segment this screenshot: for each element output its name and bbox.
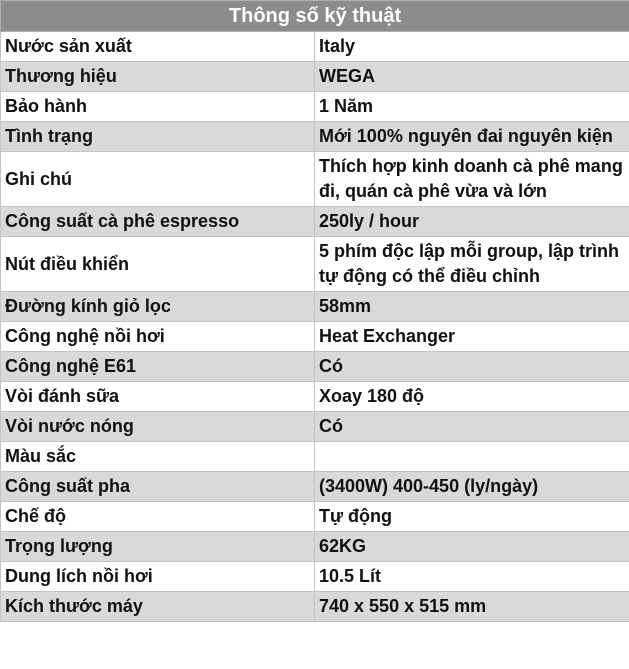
table-row bbox=[1, 442, 629, 472]
row-label: Màu sắc bbox=[1, 442, 315, 472]
row-value: 58mm bbox=[315, 292, 629, 322]
row-value: 5 phím độc lập mỗi group, lập trình tự động có thể điều chỉnh bbox=[315, 237, 629, 292]
row-value: 62KG bbox=[315, 532, 629, 562]
row-label: Tình trạng bbox=[1, 122, 315, 152]
row-label: Bảo hành bbox=[1, 92, 315, 122]
row-value: Italy bbox=[315, 32, 629, 62]
table-row bbox=[1, 502, 629, 532]
row-value: Mới 100% nguyên đai nguyên kiện bbox=[315, 122, 629, 152]
row-label: Trọng lượng bbox=[1, 532, 315, 562]
row-label: Nút điều khiển bbox=[1, 237, 315, 292]
row-value: Xoay 180 độ bbox=[315, 382, 629, 412]
table-row bbox=[1, 592, 629, 622]
row-label: Ghi chú bbox=[1, 152, 315, 207]
row-value: Tự động bbox=[315, 502, 629, 532]
row-value: 740 x 550 x 515 mm bbox=[315, 592, 629, 622]
row-label: Thương hiệu bbox=[1, 62, 315, 92]
table-row bbox=[1, 352, 629, 382]
row-value: (3400W) 400-450 (ly/ngày) bbox=[315, 472, 629, 502]
row-value: Có bbox=[315, 352, 629, 382]
table-row bbox=[1, 237, 629, 292]
row-value bbox=[315, 442, 629, 472]
row-label: Công nghệ nồi hơi bbox=[1, 322, 315, 352]
row-label: Dung lích nồi hơi bbox=[1, 562, 315, 592]
table-row bbox=[1, 562, 629, 592]
row-label: Nước sản xuất bbox=[1, 32, 315, 62]
table-row bbox=[1, 62, 629, 92]
row-label: Công suất cà phê espresso bbox=[1, 207, 315, 237]
row-value: 1 Năm bbox=[315, 92, 629, 122]
row-value: 250ly / hour bbox=[315, 207, 629, 237]
table-row bbox=[1, 532, 629, 562]
row-value: Có bbox=[315, 412, 629, 442]
table-row bbox=[1, 32, 629, 62]
row-value: 10.5 Lít bbox=[315, 562, 629, 592]
table-title: Thông số kỹ thuật bbox=[1, 1, 629, 32]
row-label: Đường kính giỏ lọc bbox=[1, 292, 315, 322]
table-row bbox=[1, 322, 629, 352]
table-row bbox=[1, 382, 629, 412]
row-label: Công suất pha bbox=[1, 472, 315, 502]
table-row bbox=[1, 92, 629, 122]
row-value: Heat Exchanger bbox=[315, 322, 629, 352]
row-label: Công nghệ E61 bbox=[1, 352, 315, 382]
row-label: Chế độ bbox=[1, 502, 315, 532]
table-row bbox=[1, 472, 629, 502]
row-value: Thích hợp kinh doanh cà phê mang đi, quán cà phê vừa và lớn bbox=[315, 152, 629, 207]
row-value: WEGA bbox=[315, 62, 629, 92]
row-label: Vòi đánh sữa bbox=[1, 382, 315, 412]
table-row bbox=[1, 292, 629, 322]
row-label: Vòi nước nóng bbox=[1, 412, 315, 442]
table-row bbox=[1, 207, 629, 237]
table-row bbox=[1, 122, 629, 152]
table-row bbox=[1, 152, 629, 207]
row-label: Kích thước máy bbox=[1, 592, 315, 622]
table-row bbox=[1, 412, 629, 442]
table-header-row bbox=[1, 1, 629, 32]
